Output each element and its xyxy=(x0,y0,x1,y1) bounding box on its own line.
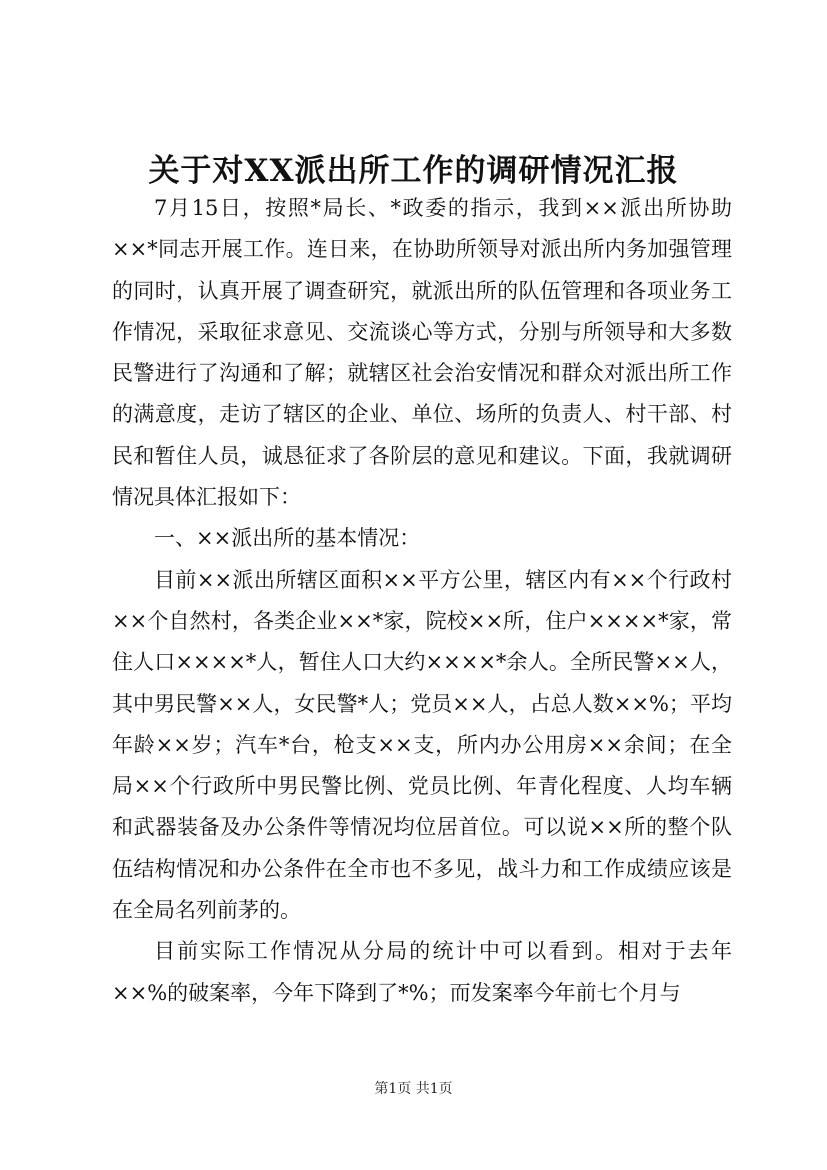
document-body xyxy=(112,188,732,1014)
section-heading-basic-info: 一、××派出所的基本情况： xyxy=(154,526,421,551)
paragraph-intro: 7月15日，按照*局长、*政委的指示，我到××派出所协助××*同志开展工作。连日来，在协助所领导对派出所内务加强管理的同时，认真开展了调查研究，就派出所的队伍管理和各项业务工作情况，采取征求意见、交流谈心等方式，分别与所领导和大多数民警进行了沟通和了解；就辖区社会治安情况和群众对派出所工作的满意度，走访了辖区的企业、单位、场所的负责人、村干部、村民和暂住人员，诚恳征求了各阶层的意见和建议。下面，我就调研情况具体汇报如下： xyxy=(112,196,732,510)
paragraph-work-status: 目前实际工作情况从分局的统计中可以看到。相对于去年××%的破案率，今年下降到了*%；而发案率今年前七个月与 xyxy=(112,939,732,1005)
document-title: 关于对XX派出所工作的调研情况汇报 xyxy=(148,153,679,189)
page-footer: 第1页 共1页 xyxy=(374,1081,453,1097)
paragraph-basic-info: 目前××派出所辖区面积××平方公里，辖区内有××个行政村××个自然村，各类企业××*家，院校××所，住户××××*家，常住人口××××*人，暂住人口大约××××*余人。全所民警××人，其中男民警××人，女民警*人；党员××人，占总人数××%；平均年龄××岁；汽车*台，枪支××支，所内办公用房××余间；在全局××个行政所中男民警比例、党员比例、年青化程度、人均车辆和武器装备及办公条件等情况均位居首位。可以说××所的整个队伍结构情况和办公条件在全市也不多见，战斗力和工作成绩应该是在全局名列前茅的。 xyxy=(112,567,732,923)
